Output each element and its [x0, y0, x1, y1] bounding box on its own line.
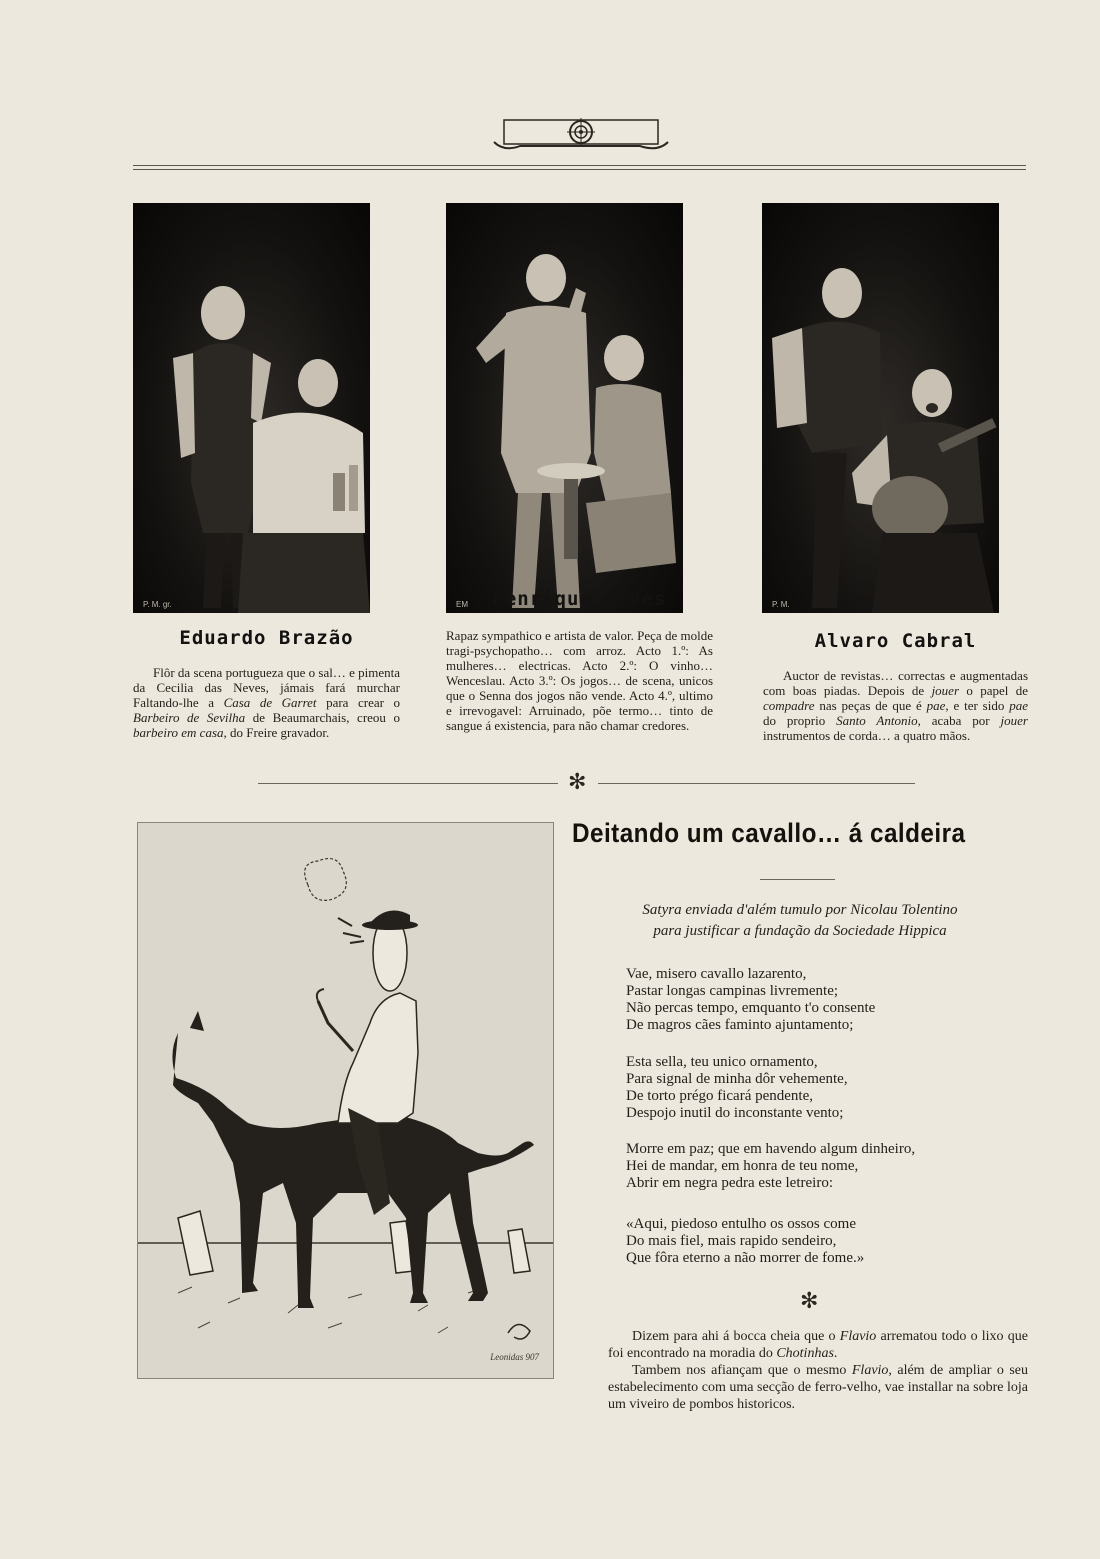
poem-line: Hei de mandar, em honra de teu nome, [626, 1158, 859, 1174]
text-run: Rapaz sympathico e artista de valor. Peça de molde tragi-psychopatho… com arroz. Acto 1.º: As mulheres… electricas. Acto 2.º: O vinho… Wenceslau. Acto 3.º: Os jogos… de scena, unicos que o Senna dos jogos não vende. Acto 4.º, ultimo e irrevogavel: Arruinado, põe termo… tinto de sangue á existencia, para não chamar credores. [446, 628, 713, 733]
text-run: , além de ampliar o seu estabelecimento com uma secção de ferro-velho, vae installar na sobre loja um viveiro de pombos historicos. [608, 1363, 1029, 1412]
title-underline [760, 879, 835, 880]
ornament-star-icon: ✻ [800, 1289, 819, 1314]
bio-paragraph [446, 628, 713, 733]
italic-text: Casa de Garret [223, 695, 317, 710]
text-run: nas peças de que é [814, 698, 927, 713]
text-run: , do Freire gravador. [223, 725, 330, 740]
header-rule [133, 165, 1026, 166]
italic-text: pae [1009, 698, 1028, 713]
poem-line: Para signal de minha dôr vehemente, [626, 1071, 848, 1087]
caricature-illustration [137, 822, 554, 1379]
poem-line: Vae, misero cavallo lazarento, [626, 966, 807, 982]
masthead-title [1, 1, 2, 2]
italic-text: Santo Antonio [836, 713, 918, 728]
poem-line: Não percas tempo, emquanto t'o consente [626, 1000, 876, 1016]
bio-paragraph [133, 665, 400, 740]
poem-subtitle [610, 900, 990, 942]
poem-line: Esta sella, teu unico ornamento, [626, 1054, 818, 1070]
poem-line: Despojo inutil do inconstante vento; [626, 1105, 844, 1121]
section-divider [258, 783, 558, 784]
subtitle-line: para justificar a fundação da Sociedade Hippica [653, 923, 947, 939]
poem-line: Morre em paz; que em havendo algum dinheiro, [626, 1141, 916, 1157]
photo-alvaro-cabral [762, 203, 999, 613]
text-run: o papel de [959, 683, 1029, 698]
photo-credit: P. M. [772, 600, 790, 609]
poem-stanza [626, 1141, 915, 1192]
poem-line: Que fôra eterno a não morrer de fome.» [626, 1250, 865, 1266]
news-paragraph [608, 1362, 1028, 1413]
poem-line: Do mais fiel, mais rapido sendeiro, [626, 1233, 837, 1249]
poem-line: De torto prégo ficará pendente, [626, 1088, 813, 1104]
masthead-logo [490, 112, 672, 158]
poem-line: De magros cães faminto ajuntamento; [626, 1017, 854, 1033]
photo-credit: EM [456, 600, 468, 609]
photo-eduardo-brazao [133, 203, 370, 613]
bio-paragraph [763, 668, 1028, 743]
text-run: do proprio [763, 713, 837, 728]
photo-credit: P. M. gr. [143, 600, 172, 609]
profile-bio [446, 628, 713, 733]
italic-text: jouer [1000, 713, 1028, 728]
poem-line: Pastar longas campinas livremente; [626, 983, 839, 999]
poem-stanza [626, 1054, 848, 1122]
text-run: Tambem nos afiançam que o mesmo [632, 1363, 852, 1378]
subtitle-line: Satyra enviada d'além tumulo por Nicolau Tolentino [642, 902, 958, 918]
text-run: Auctor de revistas… correctas e augmentadas com boas piadas. Depois de [763, 668, 1028, 698]
profile-name: Alvaro Cabral [814, 630, 977, 652]
news-paragraph [608, 1328, 1028, 1362]
italic-text: Barbeiro de Sevilha [133, 710, 246, 725]
poem-title: Deitando um cavallo… á caldeira [572, 818, 966, 848]
text-run: , acaba por [917, 713, 1001, 728]
text-run: Flôr da scena portugueza que o sal… e pimenta da Cecilia das Neves, jámais fará murchar Faltando-lhe a [133, 665, 400, 710]
italic-text: pae [926, 698, 946, 713]
italic-text: Flavio [851, 1363, 889, 1378]
header-rule [133, 169, 1026, 170]
text-run: . [833, 1346, 838, 1361]
news-paragraphs [608, 1328, 1028, 1413]
italic-text: jouer [931, 683, 960, 698]
profile-name: Henrique Alves [492, 588, 667, 610]
italic-text: barbeiro em casa [133, 725, 224, 740]
section-divider [598, 783, 915, 784]
text-run: , e ter sido [945, 698, 1010, 713]
poem-line: «Aqui, piedoso entulho os ossos come [626, 1216, 856, 1232]
photo-henrique-alves [446, 203, 683, 613]
italic-text: Flavio [839, 1329, 877, 1344]
poem-line: Abrir em negra pedra este letreiro: [626, 1175, 833, 1191]
text-run: arrematou todo o lixo que foi encontrado na moradia do [608, 1329, 1028, 1361]
profile-bio [133, 665, 400, 740]
text-run: de Beaumarchais, creou o [245, 710, 400, 725]
text-run: para crear o [316, 695, 400, 710]
poem-stanza [626, 966, 875, 1034]
text-run: Dizem para ahi á bocca cheia que o [632, 1329, 840, 1344]
poem-stanza [626, 1216, 864, 1267]
cartoon-signature: Leonidas 907 [490, 1352, 539, 1362]
text-run: instrumentos de corda… a quatro mãos. [763, 728, 971, 743]
ornament-star-icon: ✻ [568, 770, 587, 795]
italic-text: compadre [763, 698, 815, 713]
profile-bio [763, 668, 1028, 743]
italic-text: Chotinhas [776, 1346, 834, 1361]
profile-name: Eduardo Brazão [179, 627, 354, 649]
